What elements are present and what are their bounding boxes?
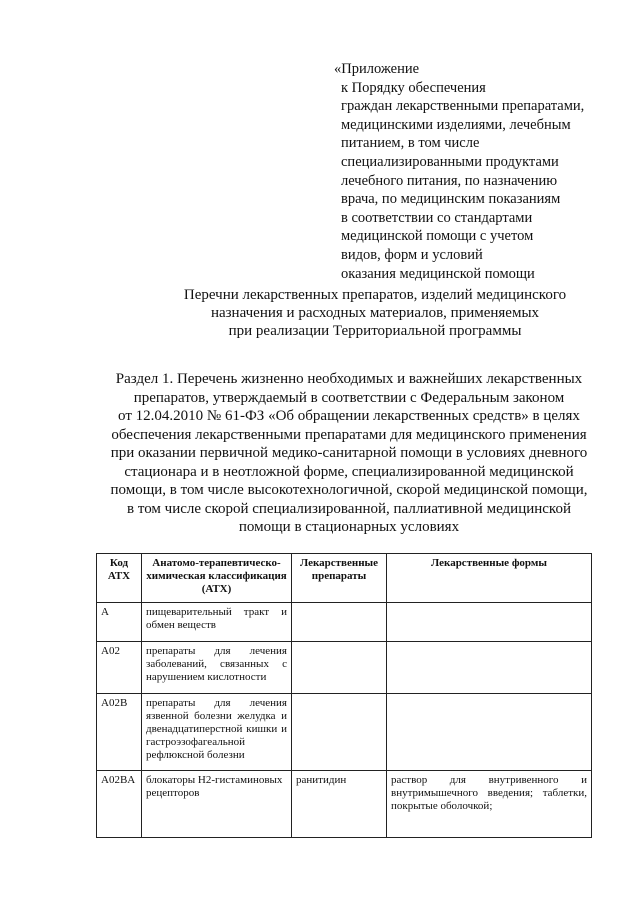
appendix-header	[334, 60, 634, 283]
section-title-line: стационара и в неотложной форме, специализированной медицинской	[124, 463, 574, 480]
page-title-line: назначения и расходных материалов, применяемых	[210, 305, 540, 321]
section-title-line: обеспечения лекарственными препаратами для медицинского применения	[111, 426, 587, 443]
cell-classification: препараты для лечения язвенной болезни желудка и двенадцатиперстной кишки и гастроэзофагеальной рефлюксной болезни	[142, 694, 292, 771]
cell-drug: ранитидин	[292, 771, 387, 838]
header-code: Код АТХ	[97, 554, 142, 603]
appendix-line: видов, форм и условий	[341, 246, 483, 263]
cell-drug	[292, 694, 387, 771]
section-title-line: от 12.04.2010 № 61-ФЗ «Об обращении лекарственных средств» в целях	[118, 408, 580, 424]
appendix-line: врача, по медицинским показаниям	[341, 191, 561, 208]
cell-drug	[292, 642, 387, 694]
cell-drug	[292, 603, 387, 642]
cell-classification: блокаторы Н2-гистаминовых рецепторов	[142, 771, 292, 838]
cell-code: A02B	[97, 694, 142, 771]
table-header-row	[97, 554, 592, 603]
section-title-line: Раздел 1. Перечень жизненно необходимых и важнейших лекарственных	[115, 371, 583, 387]
section-title-line: при оказании первичной медико-санитарной помощи в условиях дневного	[110, 445, 588, 461]
page-title	[150, 286, 600, 340]
section-title-line: помощи, в том числе высокотехнологичной, скорой медицинской помощи,	[110, 482, 588, 498]
cell-code: A02	[97, 642, 142, 694]
appendix-line: медицинскими изделиями, лечебным	[341, 116, 571, 133]
appendix-line: специализированными продуктами	[341, 153, 559, 170]
cell-form	[387, 642, 592, 694]
section-title-line: препаратов, утверждаемый в соответствии с Федеральным законом	[133, 389, 565, 406]
atx-table	[96, 553, 592, 838]
cell-form: раствор для внутривенного и внутримышечного введения; таблетки, покрытые оболочкой;	[387, 771, 592, 838]
cell-classification: препараты для лечения заболеваний, связанных с нарушением кислотности	[142, 642, 292, 694]
section-title-line: в том числе скорой специализированной, паллиативной медицинской	[127, 500, 571, 517]
appendix-line: граждан лекарственными препаратами,	[341, 98, 585, 115]
cell-form	[387, 694, 592, 771]
table-row	[97, 694, 592, 771]
appendix-line: «Приложение	[334, 61, 420, 77]
table-row	[97, 771, 592, 838]
section-title	[84, 370, 614, 537]
appendix-line: медицинской помощи с учетом	[341, 228, 534, 245]
section-title-line: помощи в стационарных условиях	[238, 519, 460, 535]
cell-form	[387, 603, 592, 642]
appendix-line: к Порядку обеспечения	[341, 79, 486, 96]
page-title-line: при реализации Территориальной программы	[228, 323, 522, 339]
table-row	[97, 603, 592, 642]
cell-code: A02BA	[97, 771, 142, 838]
header-drugs: Лекарственные препараты	[292, 554, 387, 603]
appendix-line: лечебного питания, по назначению	[341, 172, 558, 189]
cell-classification: пищеварительный тракт и обмен веществ	[142, 603, 292, 642]
header-classification: Анатомо-терапевтическо-химическая классификация (АТХ)	[142, 554, 292, 603]
cell-code: A	[97, 603, 142, 642]
header-forms: Лекарственные формы	[387, 554, 592, 603]
appendix-line: оказания медицинской помощи	[341, 265, 535, 282]
page-title-line: Перечни лекарственных препаратов, изделий медицинского	[183, 287, 567, 303]
appendix-line: в соответствии со стандартами	[341, 209, 533, 226]
appendix-line: питанием, в том числе	[341, 135, 480, 152]
table-row	[97, 642, 592, 694]
